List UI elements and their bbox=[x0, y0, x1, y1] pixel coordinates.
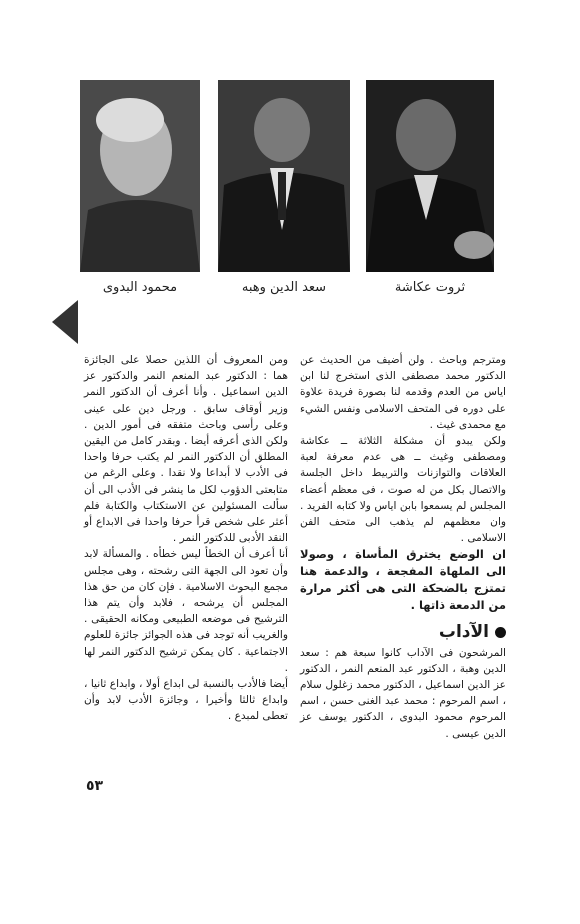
paragraph: المرشحون فى الآداب كانوا سبعة هم : سعد الدين وهبة ، الدكتور عبد المنعم النمر ، الدكتور عز الدين اسماعيل ، الدكتور محمد زغلول سلام ، اسم المرحوم : محمد عبد الغنى حسن ، اسم المرحوم محمود البدوى ، الدكتور يوسف عز الدين عيسى . bbox=[300, 646, 506, 740]
paragraph: أنا أعرف أن الخطأ ليس خطأه . والمسألة لابد وأن تعود الى الجهة التى رشحته ، وهى مجلس مجمع البحوث الاسلامية . فإن كان من حق هذا المجلس أن يرشحه ، فلابد وأن يتم هذا الترشيح فى موضعه الطبيعى ومكانه الحقيقى . والغريب أنه توجد فى هذه الجوائز جائزة للعلوم الاجتماعية . كان يمكن ترشيح الدكتور النمر لها . bbox=[84, 548, 288, 674]
paragraph: ومترجم وباحث . ولن أضيف من الحديث عن الدكتور محمد مصطفى الذى استخرج لنا ابن اياس من العدم وقدمه لنا بصورة فريدة علاوة على دوره فى المتحف الاسلامى ونفس الشيء مع محمدى غيث . bbox=[300, 354, 506, 431]
portrait-photo-saad-wahba bbox=[218, 80, 350, 272]
page-edge-triangle-marker bbox=[52, 300, 78, 344]
page-number: ٥٣ bbox=[86, 778, 104, 794]
article-column-left bbox=[84, 352, 288, 725]
caption-saad-wahba: سعد الدين وهبه bbox=[241, 280, 327, 295]
paragraph: ومن المعروف أن اللذين حصلا على الجائزة هما : الدكتور عبد المنعم النمر والدكتور عز الدين اسماعيل . وأنا أعرف أن الدكتور النمر وزير أوقاف سابق . ورجل دين على عينى وعلى رأسى وباحث متفقه فى أمور الدين . ولكن الذى أعرفه أيضا . وبقدر كامل من اليقين المطلق أن الدكتور النمر لم يكتب حرفا واحدا فى الأدب لا أبداعا ولا نقدا . وعلى الرغم من متابعتى الدؤوب لكل ما ينشر فى الأدب الى أن سألت المسئولين عن الاستكتاب والكتابة فلم أعثر على شخص قرأ حرفا واحدا فى الابداع أو النقد الأدبى للدكتور النمر . bbox=[84, 354, 288, 545]
caption-tharwat-okasha: ثروت عكاشة bbox=[394, 280, 466, 295]
section-heading bbox=[300, 622, 506, 643]
bullet-dot-icon bbox=[495, 627, 506, 638]
portrait-photo-mahmoud-badawi bbox=[80, 80, 200, 272]
paragraph: ولكن يبدو أن مشكلة الثلاثة ــ عكاشة ومصطفى وغيث ــ هى عدم معرفة لعبة العلاقات والتوازنات والتربيط داخل الجلسة والاتصال بكل من له صوت ، فى معظم أعضاء المجلس لم يسمعوا بابن اياس ولا كتابه الفريد . وان معظمهم لم يذهب الى متحف الفن الاسلامى . bbox=[300, 435, 506, 545]
paragraph: أيضا فالأدب بالنسبة لى ابداع أولا ، وابداع ثانيا ، وابداع ثالثا وأخيرا ، وجائزة الأدب لابد وأن تعطى لمبدع . bbox=[84, 678, 288, 723]
article-column-right bbox=[300, 352, 506, 742]
section-heading-text: الآداب bbox=[438, 622, 489, 643]
portrait-photo-tharwat-okasha bbox=[366, 80, 494, 272]
bold-paragraph: ان الوضع يخترق المأساة ، وصولا الى الملهاة المفجعة ، والدعمة هنا تمتزج بالضحكة التى هى أكثر مرارة من الدمعة ذاتها . bbox=[300, 547, 506, 613]
caption-mahmoud-badawi: محمود البدوى bbox=[102, 280, 178, 295]
